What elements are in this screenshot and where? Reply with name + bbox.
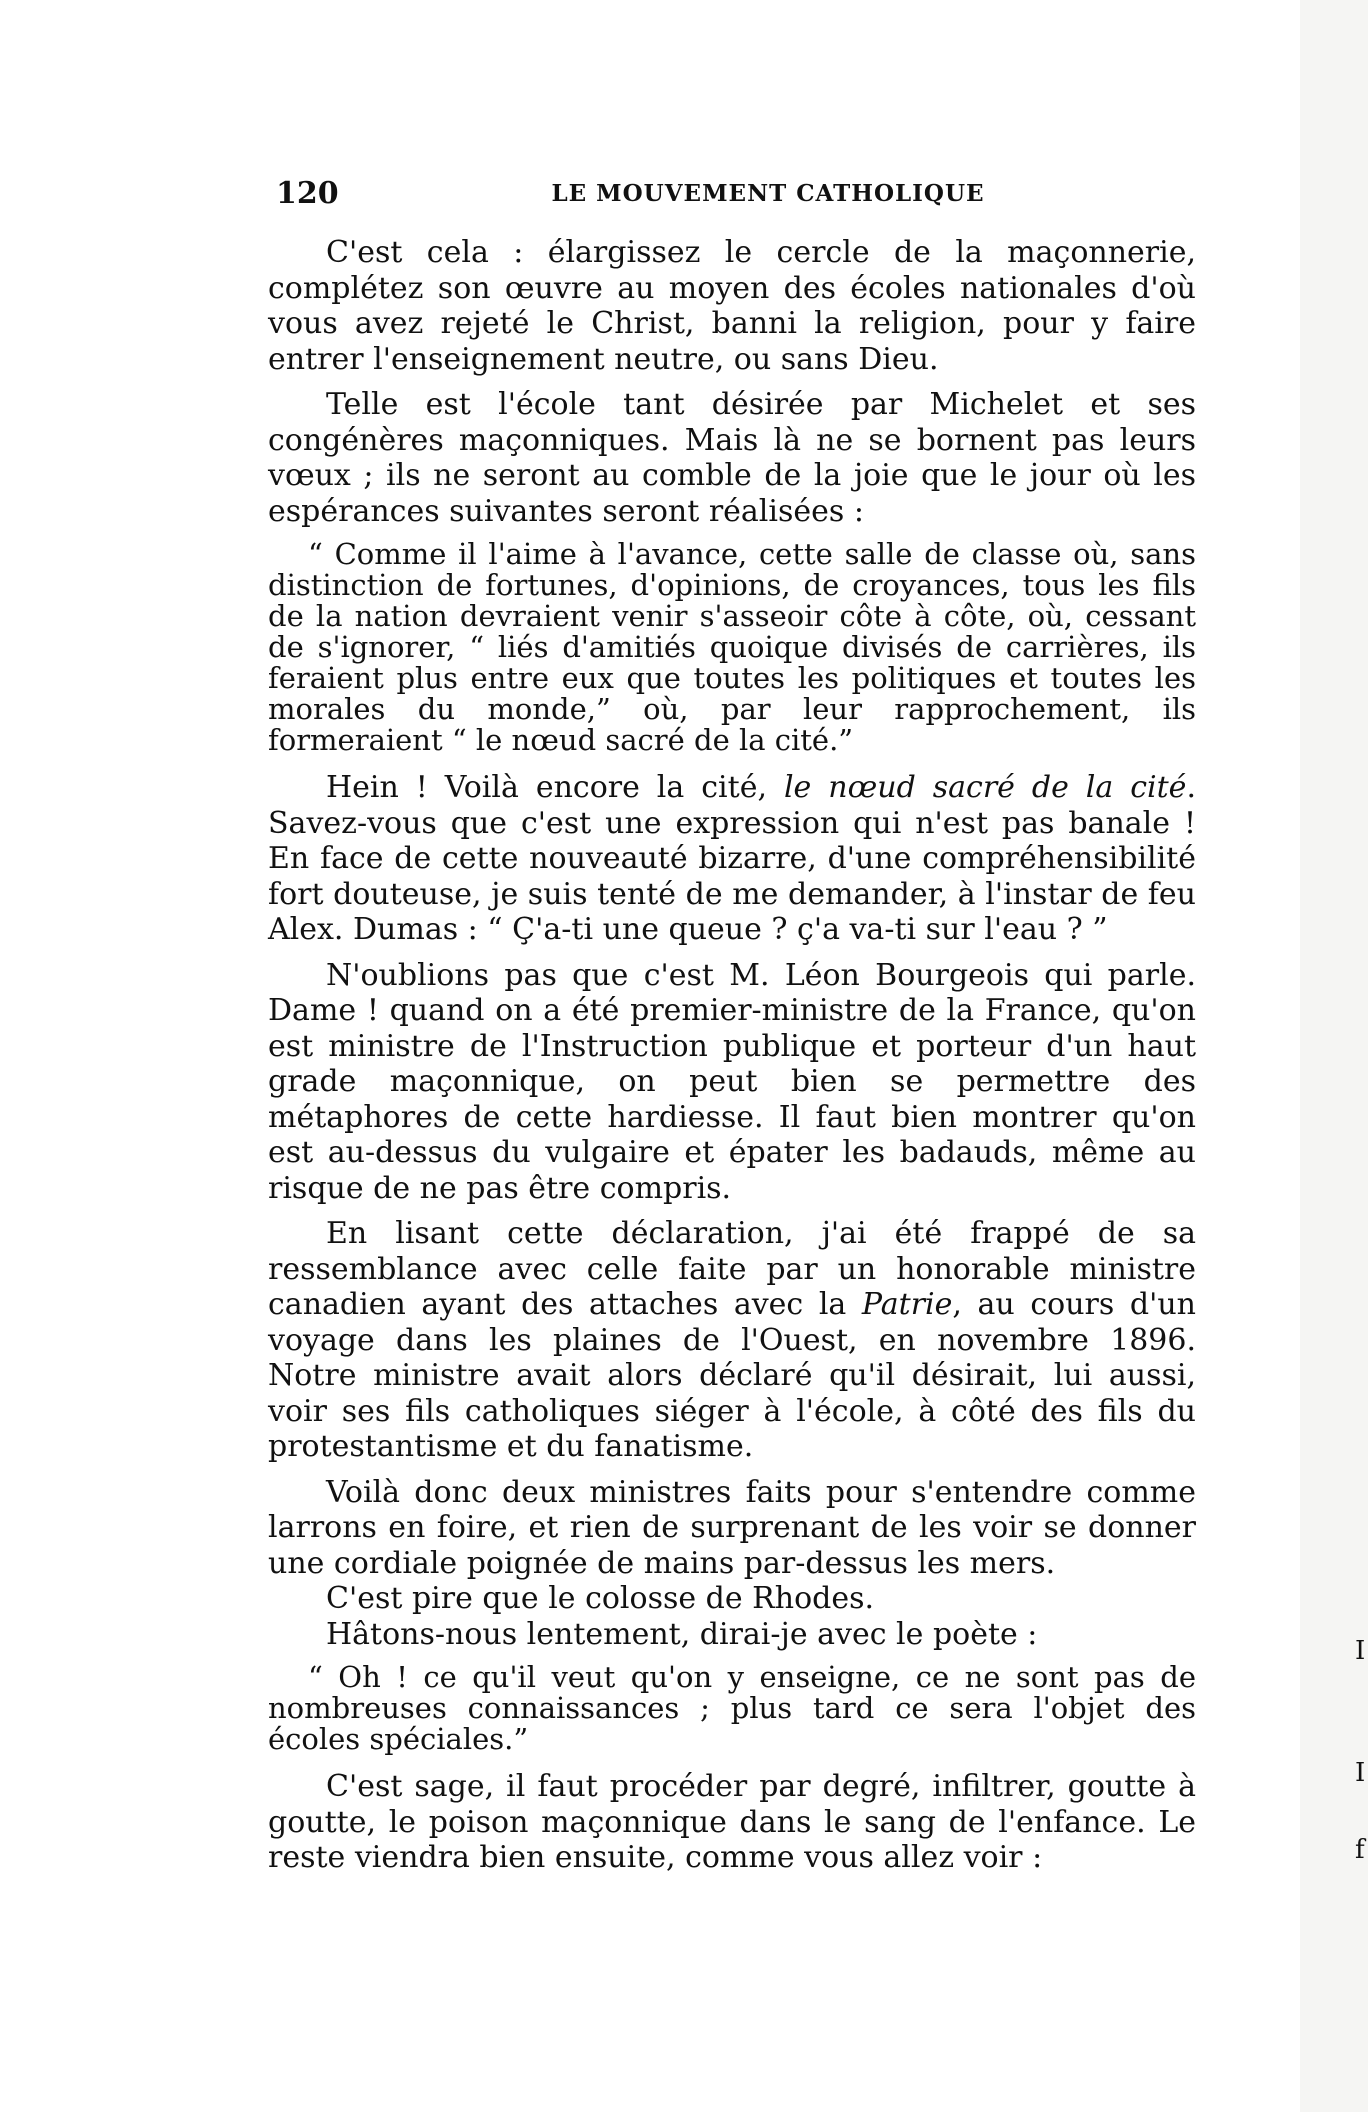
margin-fragment-1: I [1355, 1636, 1366, 1666]
paragraph-lisant-start: En lisant cette déclaration, j'ai été frappé de sa ressemblance avec celle faite par un honorable ministre canadien ayant des attaches avec la [268, 1216, 1196, 1322]
paragraph-hein [268, 770, 1196, 948]
page-header [268, 170, 1208, 220]
paragraph-hein-start: Hein ! Voilà encore la cité, [326, 770, 784, 805]
paragraph-lisant-end: , au cours d'un voyage dans les plaines de l'Ouest, en novembre 1896. Notre ministre avait alors déclaré qu'il désirait, lui aussi, voir ses fils catholiques siéger à l'école, à côté des fils du protestantisme et du fanatisme. [268, 1287, 1196, 1464]
paragraph-hatons-nous: Hâtons-nous lentement, dirai-je avec le poète : [326, 1616, 1038, 1652]
paragraph-lisant-italic: Patrie [861, 1287, 953, 1322]
paragraph-noublions: N'oublions pas que c'est M. Léon Bourgeois qui parle. Dame ! quand on a été premier-ministre de la France, qu'on est ministre de l'Instruction publique et porteur d'un haut grade maçonnique, on peut bien se permettre des métaphores de cette hardiesse. Il faut bien montrer qu'on est au-dessus du vulgaire et épater les badauds, même au risque de ne pas être compris. [268, 957, 1196, 1206]
paragraph-en-lisant [268, 1216, 1196, 1465]
paragraph-voila-donc: Voilà donc deux ministres faits pour s'entendre comme larrons en foire, et rien de surprenant de les voir se donner une cordiale poignée de mains par-dessus les mers. [268, 1474, 1196, 1581]
page-body [268, 235, 1196, 1886]
paragraph-telle-est: Telle est l'école tant désirée par Michelet et ses congénères maçonniques. Mais là ne se bornent pas leurs vœux ; ils ne seront au comble de la joie que le jour où les espérances suivantes seront réalisées : [268, 387, 1196, 529]
page-number: 120 [276, 176, 339, 211]
paragraph-colosse: C'est pire que le colosse de Rhodes. [326, 1581, 875, 1616]
paragraph-cest-sage: C'est sage, il faut procéder par degré, infiltrer, goutte à goutte, le poison maçonnique dans le sang de l'enfance. Le reste viendra bien ensuite, comme vous allez voir : [268, 1769, 1196, 1875]
margin-fragment-3: f [1355, 1835, 1365, 1865]
paragraph-hein-italic: le nœud sacré de la cité [783, 770, 1187, 805]
quote-oh-ce-quil-veut: “ Oh ! ce qu'il veut qu'on y enseigne, ce ne sont pas de nombreuses connaissances ; plus tard ce sera l'objet des écoles spéciales.” [268, 1660, 1196, 1756]
paragraph-elargissez: C'est cela : élargissez le cercle de la maçonnerie, complétez son œuvre au moyen des écoles nationales d'où vous avez rejeté le Christ, banni la religion, pour y faire entrer l'enseignement neutre, ou sans Dieu. [268, 235, 1196, 377]
paragraph-hein-end: . Savez-vous que c'est une expression qui n'est pas banale ! En face de cette nouveauté bizarre, d'une compréhensibilité fort douteuse, je suis tenté de me demander, à l'instar de feu Alex. Dumas : “ Ç'a-ti une queue ? ç'a va-ti sur l'eau ? ” [268, 770, 1196, 947]
adjacent-page-edge [1300, 0, 1368, 2112]
quote-comme-il-aime: “ Comme il l'aime à l'avance, cette salle de classe où, sans distinction de fortunes, d'opinions, de croyances, tous les fils de la nation devraient venir s'asseoir côte à côte, où, cessant de s'ignorer, “ liés d'amitiés quoique divisés de carrières, ils feraient plus entre eux que toutes les politiques et toutes les morales du monde,” où, par leur rapprochement, ils formeraient “ le nœud sacré de la cité.” [268, 537, 1196, 757]
running-head: LE MOUVEMENT CATHOLIQUE [551, 180, 985, 207]
margin-fragment-2: I [1355, 1758, 1366, 1788]
